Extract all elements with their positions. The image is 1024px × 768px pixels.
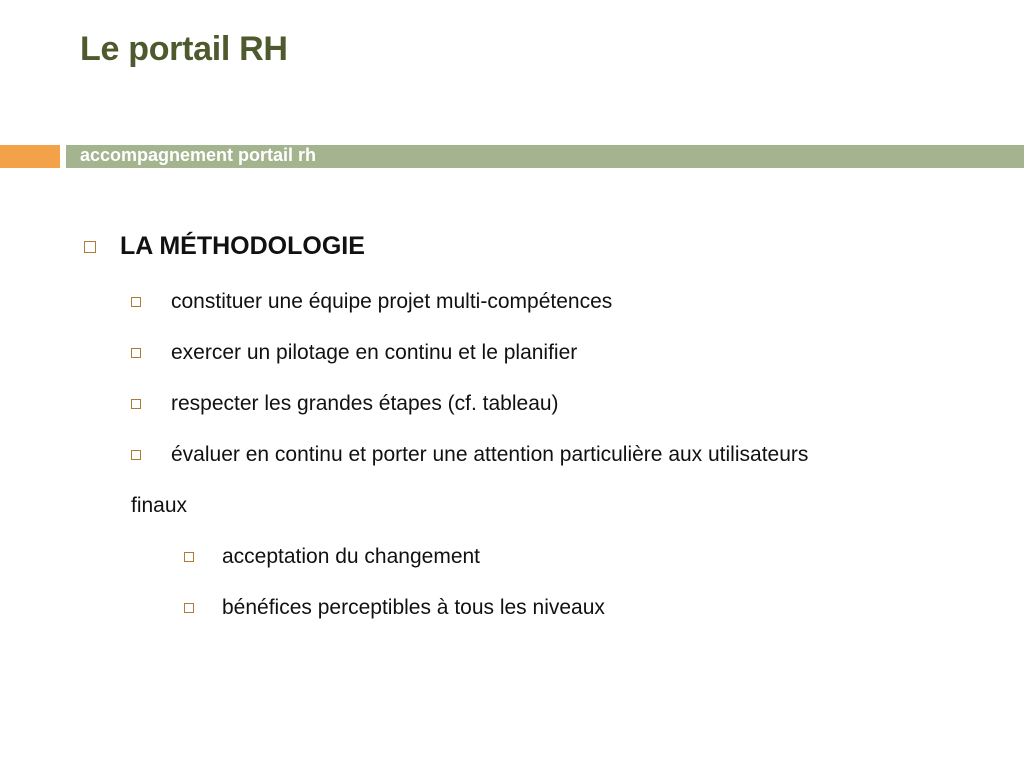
square-bullet-icon: [131, 450, 141, 460]
list-item-text: évaluer en continu et porter une attention particulière aux utilisateurs: [171, 443, 809, 466]
sub-list-item-text: bénéfices perceptibles à tous les niveaux: [222, 596, 605, 619]
list-item-text: constituer une équipe projet multi-compétences: [171, 290, 613, 313]
list-item: [131, 443, 808, 467]
square-bullet-icon: [184, 552, 194, 562]
methodology-heading: LA MÉTHODOLOGIE: [120, 232, 365, 260]
accent-band-orange: [0, 145, 60, 168]
sub-list-item: [184, 596, 605, 620]
list-item: [131, 341, 577, 365]
sub-list-item: [184, 545, 480, 569]
list-item-continuation: finaux: [131, 494, 188, 517]
slide-subtitle: accompagnement portail rh: [80, 145, 317, 165]
list-item-text: respecter les grandes étapes (cf. tableau): [171, 392, 559, 415]
sub-list-item-text: acceptation du changement: [222, 545, 481, 568]
square-bullet-icon: [131, 297, 141, 307]
square-bullet-icon: [131, 348, 141, 358]
square-bullet-icon: [84, 241, 96, 253]
list-item: [131, 392, 559, 416]
list-item: [131, 290, 612, 314]
slide-title: Le portail RH: [80, 30, 288, 68]
heading-bullet: [84, 232, 365, 261]
list-item-text: exercer un pilotage en continu et le planifier: [171, 341, 578, 364]
square-bullet-icon: [131, 399, 141, 409]
square-bullet-icon: [184, 603, 194, 613]
